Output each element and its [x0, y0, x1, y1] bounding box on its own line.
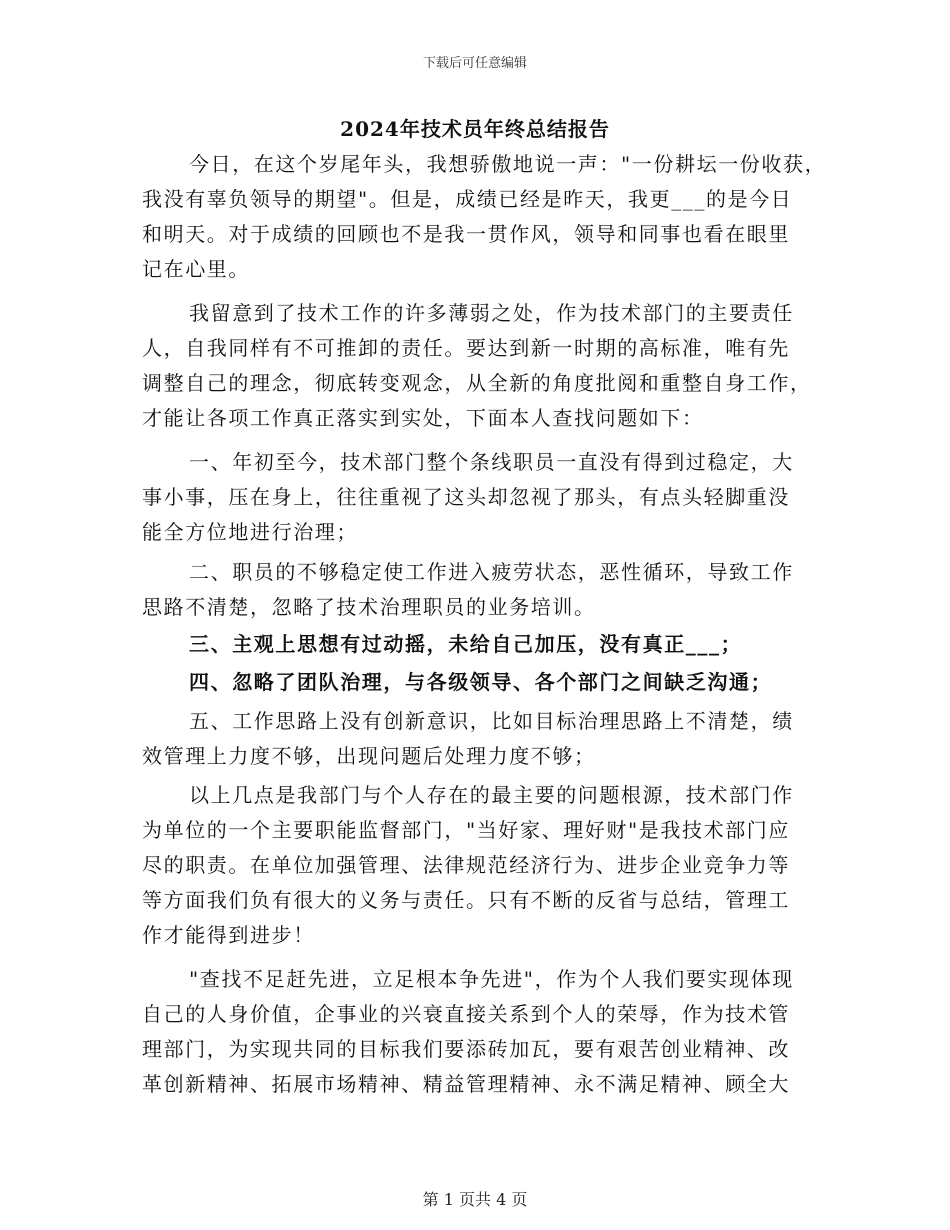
- body-line: 事小事，压在身上，往往重视了这头却忽视了那头，有点头轻脚重没: [142, 485, 790, 509]
- body-line: 等方面我们负有很大的义务与责任。只有不断的反省与总结，管理工: [142, 888, 790, 912]
- header-note: 下载后可任意编辑: [422, 56, 527, 71]
- body-line: 理部门，为实现共同的目标我们要添砖加瓦，要有艰苦创业精神、改: [142, 1037, 790, 1061]
- body-line: 我留意到了技术工作的许多薄弱之处，作为技术部门的主要责任: [189, 301, 794, 325]
- body-line: 二、职员的不够稳定使工作进入疲劳状态，恶性循环，导致工作: [189, 560, 794, 584]
- body-line: 五、工作思路上没有创新意识，比如目标治理思路上不清楚，绩: [189, 709, 794, 733]
- body-line: 调整自己的理念，彻底转变观念，从全新的角度批阅和重整自身工作，: [142, 371, 812, 395]
- body-line: 尽的职责。在单位加强管理、法律规范经济行为、进步企业竞争力等: [142, 853, 790, 877]
- body-line: 以上几点是我部门与个人存在的最主要的问题根源，技术部门作: [189, 783, 794, 807]
- body-line-bold: 三、主观上思想有过动摇，未给自己加压，没有真正___；: [189, 632, 743, 656]
- body-line-bold: 四、忽略了团队治理，与各级领导、各个部门之间缺乏沟通；: [189, 670, 773, 694]
- body-line: 人，自我同样有不可推卸的责任。要达到新一时期的高标准，唯有先: [142, 336, 790, 360]
- body-line: 为单位的一个主要职能监督部门，"当好家、理好财"是我技术部门应: [142, 818, 790, 842]
- body-line: 我没有辜负领导的期望"。但是，成绩已经是昨天，我更___的是今日: [142, 187, 793, 211]
- body-line: 思路不清楚，忽略了技术治理职员的业务培训。: [142, 595, 596, 619]
- body-line: "查找不足赶先进，立足根本争先进"，作为个人我们要实现体现: [189, 967, 794, 991]
- body-line: 作才能得到进步！: [142, 923, 315, 947]
- body-line: 自己的人身价值，企事业的兴衰直接关系到个人的荣辱，作为技术管: [142, 1002, 790, 1026]
- body-line: 效管理上力度不够，出现问题后处理力度不够；: [142, 744, 596, 768]
- body-line: 记在心里。: [142, 257, 250, 281]
- body-line: 一、年初至今，技术部门整个条线职员一直没有得到过稳定，大: [189, 450, 794, 474]
- body-line: 能全方位地进行治理；: [142, 520, 358, 544]
- document-title: 2024年技术员年终总结报告: [340, 117, 610, 141]
- page-number: 第 1 页共 4 页: [422, 1190, 528, 1209]
- body-line: 今日，在这个岁尾年头，我想骄傲地说一声："一份耕坛一份收获，: [189, 152, 827, 176]
- body-line: 才能让各项工作真正落实到实处，下面本人查找问题如下：: [142, 406, 704, 430]
- body-line: 和明天。对于成绩的回顾也不是我一贯作风，领导和同事也看在眼里: [142, 222, 790, 246]
- body-line: 革创新精神、拓展市场精神、精益管理精神、永不满足精神、顾全大: [142, 1072, 790, 1096]
